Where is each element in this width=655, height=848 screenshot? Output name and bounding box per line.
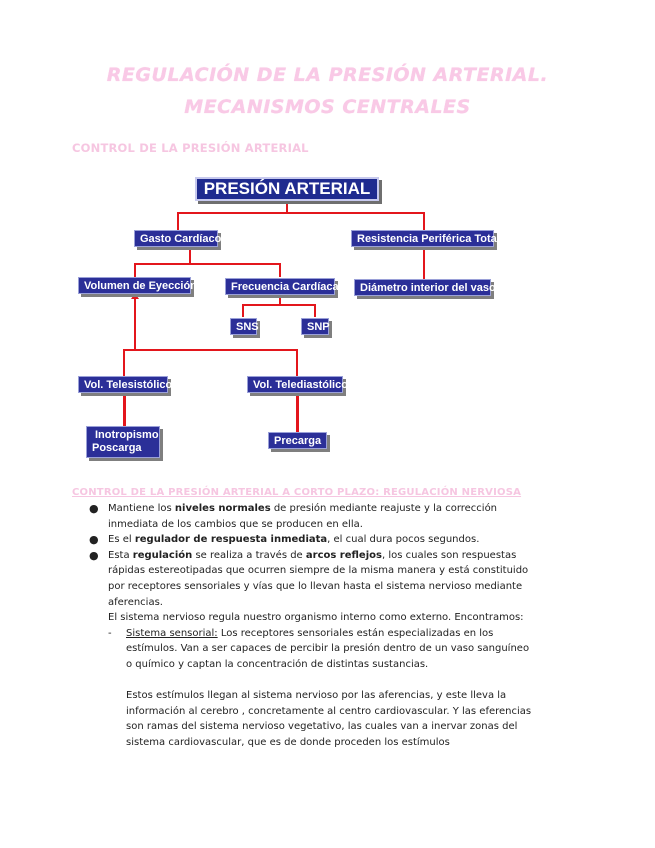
connector — [242, 304, 244, 317]
list-item: ● Mantiene los niveles normales de presión mediante reajuste y la corrección inmediata de los cambios que se producen en ella. — [89, 502, 498, 530]
connector — [177, 212, 424, 214]
box-volumen-eyeccion: Volumen de Eyección — [78, 277, 191, 294]
connector — [242, 304, 316, 306]
connector — [189, 247, 191, 264]
section-heading-control: CONTROL DE LA PRESIÓN ARTERIAL — [72, 141, 309, 155]
list-item: ● Es el regulador de respuesta inmediata, el cual dura pocos segundos. — [89, 533, 480, 547]
inotropismo-label: Inotropismo — [95, 429, 159, 441]
connector — [423, 212, 425, 230]
paragraph: El sistema nervioso regula nuestro organismo interno como externo. Encontramos: — [108, 612, 524, 624]
bullet-icon: ● — [89, 533, 99, 547]
box-precarga: Precarga — [268, 432, 327, 449]
box-inotropismo-poscarga — [86, 426, 160, 458]
box-vol-telesistolico: Vol. Telesistólico — [78, 376, 168, 393]
connector — [296, 394, 299, 432]
sub-item-label: Sistema sensorial: — [126, 627, 218, 639]
sub-list-item: - Sistema sensorial: Los receptores sensoriales están especializadas en los estímulos. Van a ser capaces de percibir la presión dentro de un vaso sanguíneo o químico y captan la concentración de distintas sustancias. — [108, 627, 530, 670]
box-sns: SNS — [230, 318, 257, 335]
connector — [134, 263, 281, 265]
connector — [134, 295, 136, 351]
bullet-icon: ● — [89, 548, 99, 562]
box-gasto-cardiaco: Gasto Cardíaco — [134, 230, 218, 247]
document-title-line-1: REGULACIÓN DE LA PRESIÓN ARTERIAL. — [106, 64, 549, 86]
box-snp: SNP — [301, 318, 329, 335]
paragraph: Estos estímulos llegan al sistema nervioso por las aferencias, y este lleva la información al cerebro , concretamente al centro cardiovascular. Y las eferencias son ramas del sistema nervioso vegetativo, las cuales van a inervar zonas del sistema cardiovascular, que es de donde proceden los estímulos — [126, 690, 532, 748]
poscarga-label: Poscarga — [92, 442, 142, 454]
document-title-line-2: MECANISMOS CENTRALES — [184, 96, 471, 118]
connector — [134, 263, 136, 277]
box-vol-telediastolico: Vol. Telediastólico — [247, 376, 343, 393]
box-presion-arterial: PRESIÓN ARTERIAL — [195, 177, 379, 201]
connector — [423, 248, 425, 279]
connector — [279, 263, 281, 277]
box-diametro-vaso: Diámetro interior del vaso — [354, 279, 491, 296]
dash-marker: - — [108, 627, 112, 639]
document-body — [88, 501, 538, 751]
box-resistencia-periferica: Resistencia Periférica Total — [351, 230, 494, 247]
connector — [314, 304, 316, 317]
bullet-icon: ● — [89, 502, 99, 515]
connector — [296, 349, 298, 376]
connector — [123, 394, 126, 427]
connector — [123, 349, 125, 376]
box-frecuencia-cardiaca: Frecuencia Cardíaca — [225, 278, 335, 295]
connector — [123, 349, 298, 351]
section-heading-short-term: CONTROL DE LA PRESIÓN ARTERIAL A CORTO PLAZO: REGULACIÓN NERVIOSA — [72, 487, 522, 498]
connector — [177, 212, 179, 230]
list-item: ● Esta regulación se realiza a través de arcos reflejos, los cuales son respuestas rápidas estereotipadas que ocurren siempre de la misma manera y está constituido por receptores sensoriales y vías que lo llevan hasta el sistema nervioso mediante aferencias. — [89, 548, 529, 608]
